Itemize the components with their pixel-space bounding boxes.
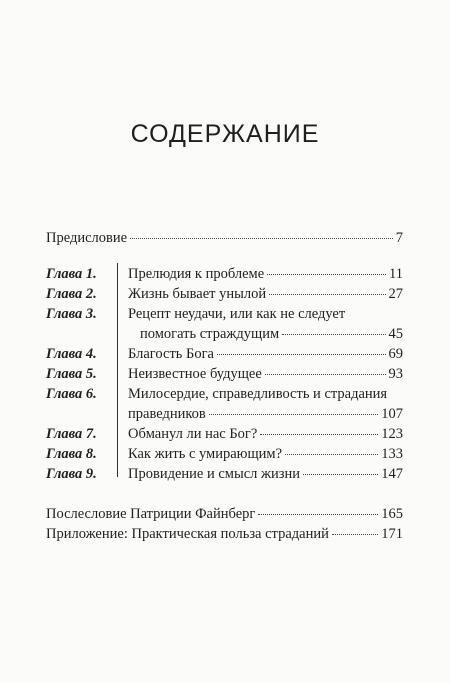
page-title: СОДЕРЖАНИЕ [130, 120, 320, 148]
chapter-label: Глава 7. [46, 426, 97, 442]
entry-title: Послесловие Патриции Файнберг [46, 506, 256, 522]
entry-page: 11 [389, 266, 403, 282]
entry-page: 133 [381, 446, 403, 462]
entry-page: 45 [388, 326, 403, 342]
dot-leader [130, 238, 393, 239]
toc-entry-chapter-8[interactable] [128, 445, 403, 463]
chapter-label: Глава 1. [46, 266, 97, 282]
toc-entry-chapter-4[interactable] [128, 345, 403, 363]
entry-title: Провидение и смысл жизни [128, 466, 301, 482]
dot-leader [282, 334, 385, 335]
toc-entry-chapter-3[interactable] [140, 325, 403, 343]
entry-title: Благость Бога [128, 346, 214, 362]
entry-title: праведников [128, 406, 206, 422]
toc-entry-chapter-6[interactable] [128, 405, 403, 423]
dot-leader [303, 474, 378, 475]
dot-leader [285, 454, 378, 455]
entry-page: 171 [381, 526, 403, 542]
entry-title: Неизвестное будущее [128, 366, 262, 382]
toc-entry-chapter-2[interactable] [128, 285, 403, 303]
entry-page: 27 [388, 286, 403, 302]
entry-title: Приложение: Практическая польза страданий [46, 526, 329, 542]
entry-title-line1: Милосердие, справедливость и страдания [128, 386, 388, 402]
dot-leader [258, 514, 378, 515]
entry-page: 165 [381, 506, 403, 522]
entry-title: Жизнь бывает унылой [128, 286, 267, 302]
toc-entry-appendix[interactable] [46, 525, 403, 543]
toc-entry-chapter-1[interactable] [128, 265, 403, 283]
toc-entry-preface[interactable] [46, 229, 403, 247]
chapter-label: Глава 8. [46, 446, 97, 462]
dot-leader [265, 374, 386, 375]
toc-entry-chapter-5[interactable] [128, 365, 403, 383]
entry-page: 69 [388, 346, 403, 362]
chapter-label: Глава 6. [46, 386, 97, 402]
dot-leader [209, 414, 378, 415]
entry-page: 7 [395, 230, 403, 246]
entry-title: Прелюдия к проблеме [128, 266, 265, 282]
chapter-label: Глава 2. [46, 286, 97, 302]
dot-leader [217, 354, 386, 355]
entry-page: 93 [388, 366, 403, 382]
dot-leader [332, 534, 378, 535]
entry-title: помогать страждущим [140, 326, 280, 342]
chapter-label: Глава 4. [46, 346, 97, 362]
toc-entry-afterword[interactable] [46, 505, 403, 523]
entry-page: 147 [381, 466, 403, 482]
chapter-label: Глава 9. [46, 466, 97, 482]
chapter-label: Глава 3. [46, 306, 97, 322]
dot-leader [260, 434, 378, 435]
chapter-divider-line [117, 263, 118, 477]
dot-leader [267, 274, 386, 275]
entry-title: Обманул ли нас Бог? [128, 426, 258, 442]
dot-leader [269, 294, 385, 295]
entry-title: Как жить с умирающим? [128, 446, 283, 462]
entry-title-line1: Рецепт неудачи, или как не следует [128, 306, 346, 322]
entry-page: 107 [381, 406, 403, 422]
toc-entry-chapter-9[interactable] [128, 465, 403, 483]
entry-title: Предисловие [46, 230, 128, 246]
chapter-label: Глава 5. [46, 366, 97, 382]
toc-entry-chapter-7[interactable] [128, 425, 403, 443]
entry-page: 123 [381, 426, 403, 442]
